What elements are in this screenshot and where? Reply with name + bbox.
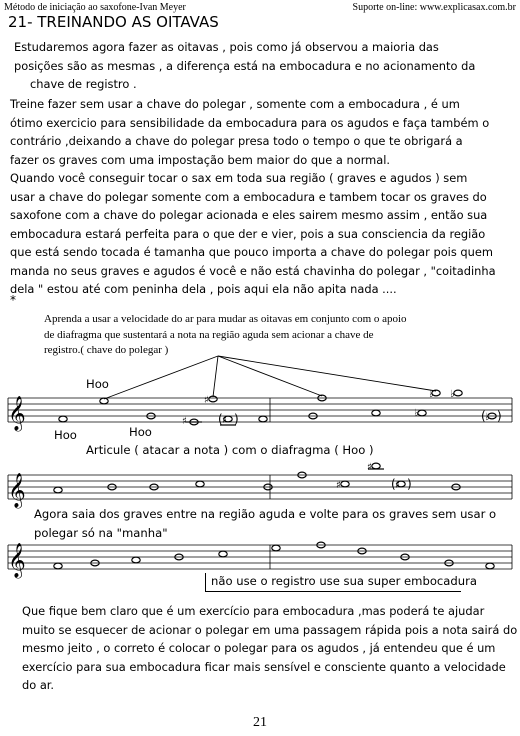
sharp-icon: ♯ <box>182 416 187 427</box>
text-line: embocadura estará perfeita para o que der e vier, pois a sua consciencia da região <box>10 227 486 241</box>
annotation-line: Aprenda a usar a velocidade do ar para mudar as oitavas em conjunto com o apoio <box>44 313 407 325</box>
whole-note <box>59 416 67 422</box>
text-line: ótimo exercicio para sensibilidade da embocadura para os agudos e faça também o <box>10 116 490 130</box>
staff-2 <box>8 475 512 499</box>
boxed-note-text: não use o registro use sua super embocadura <box>211 574 477 588</box>
text-line: chave de registro . <box>30 77 137 91</box>
flat-icon: ♭ <box>414 408 419 419</box>
staff-3 <box>8 545 512 569</box>
flat-icon: ♭ <box>485 412 490 423</box>
sharp-icon: ♯ <box>367 462 372 473</box>
text-line: Quando você conseguir tocar o sax em toda sua região ( graves e agudos ) sem <box>10 171 468 185</box>
page-number: 21 <box>253 715 267 730</box>
whole-note <box>372 463 380 469</box>
treble-clef-icon: 𝄞 <box>8 396 26 431</box>
staff-3-notes <box>54 542 494 569</box>
text-line: Estudaremos agora fazer as oitavas , pois como já observou a maioria das <box>14 40 439 54</box>
text-line: Treine fazer sem usar a chave do polegar , somente com a embocadura , é um <box>10 97 460 111</box>
sharp-icon: ♯ <box>222 415 227 426</box>
text-line: exercício para sua embocadura ficar mais sensível e consciente quanto a velocidade <box>22 660 506 674</box>
annotation-line: de diafragma que sustentará a nota na região aguda sem acionar a chave de <box>44 328 374 341</box>
text-line: que está sendo tocada é tamanha que pouco importa a chave do polegar pois quem <box>10 245 493 259</box>
text-line: manda no seus graves e agudos é você e não está chavinha do polegar , "coitadinha <box>10 264 496 278</box>
text-line: saxofone com a chave do polegar acionada e eles sairem mesmo assim , então sua <box>10 208 488 222</box>
header-book-title: Método de iniciação ao saxofone-Ivan Meyer <box>4 2 186 13</box>
whole-note <box>341 481 349 487</box>
text-line: usar a chave do polegar somente com a embocadura e tambem tocar os graves do <box>10 190 487 204</box>
parenthesis-icon: ( <box>391 477 396 491</box>
whole-note <box>418 410 426 416</box>
whole-note <box>54 487 62 493</box>
text-line: fazer os graves com uma impostação bem maior do que a normal. <box>10 153 391 167</box>
parenthesis-icon: ( <box>481 409 486 423</box>
flat-icon: ♭ <box>429 389 434 400</box>
text-line: Que fique bem claro que é um exercício para embocadura ,mas poderá te ajudar <box>22 604 485 618</box>
staff-1 <box>8 398 512 422</box>
whole-note <box>54 563 62 569</box>
parenthesis-icon: ) <box>234 412 239 426</box>
text-line: contrário ,deixando a chave do polegar presa todo o tempo o que te obrigará a <box>10 134 463 148</box>
agora-line: polegar só na "manha" <box>34 526 168 540</box>
parenthesis-icon: ( <box>218 412 223 426</box>
treble-clef-icon: 𝄞 <box>8 473 26 508</box>
whole-note <box>272 545 280 551</box>
star-marker: * <box>10 293 16 307</box>
sharp-icon: ♯ <box>395 480 400 491</box>
parenthesis-icon: ) <box>497 409 502 423</box>
whole-note <box>219 551 227 557</box>
treble-clef-icon: 𝄞 <box>8 543 26 578</box>
hoo-label-lower-1: Hoo <box>54 428 77 442</box>
text-line: muito se esquecer de acionar o polegar em uma passagem rápida pois a nota sairá do <box>22 623 518 637</box>
articule-instruction: Articule ( atacar a nota ) com o diafragma ( Hoo ) <box>86 443 374 457</box>
sharp-icon: ♯ <box>336 480 341 491</box>
whole-note <box>196 481 204 487</box>
text-line: do ar. <box>22 678 55 692</box>
sharp-icon: ♯ <box>204 395 209 406</box>
whole-note <box>372 410 380 416</box>
text-line: posições são as mesmas , a diferença está na embocadura e no acionamento da <box>14 59 476 73</box>
text-line: mesmo jeito , o correto é colocar o polegar para os agudos , já entendeu que é um <box>22 641 496 655</box>
hoo-label-upper: Hoo <box>86 377 109 391</box>
agora-line: Agora saia dos graves entre na região aguda e volte para os graves sem usar o <box>34 507 497 521</box>
header-support-site: Suporte on-line: www.explicasax.com.br <box>352 2 516 13</box>
text-line: dela " estou até com peninha dela , pois aqui ela não apita nada .... <box>10 282 397 296</box>
parenthesis-icon: ) <box>407 477 412 491</box>
section-title: 21- TREINANDO AS OITAVAS <box>8 13 219 31</box>
whole-note <box>132 557 140 563</box>
whole-note <box>259 416 267 422</box>
annotation-line: registro.( chave do polegar ) <box>44 344 169 356</box>
hoo-label-lower-2: Hoo <box>129 425 152 439</box>
whole-note <box>454 390 462 396</box>
flat-icon: ♭ <box>450 389 455 400</box>
annotation-leader-lines <box>104 356 436 399</box>
whole-note <box>486 563 494 569</box>
